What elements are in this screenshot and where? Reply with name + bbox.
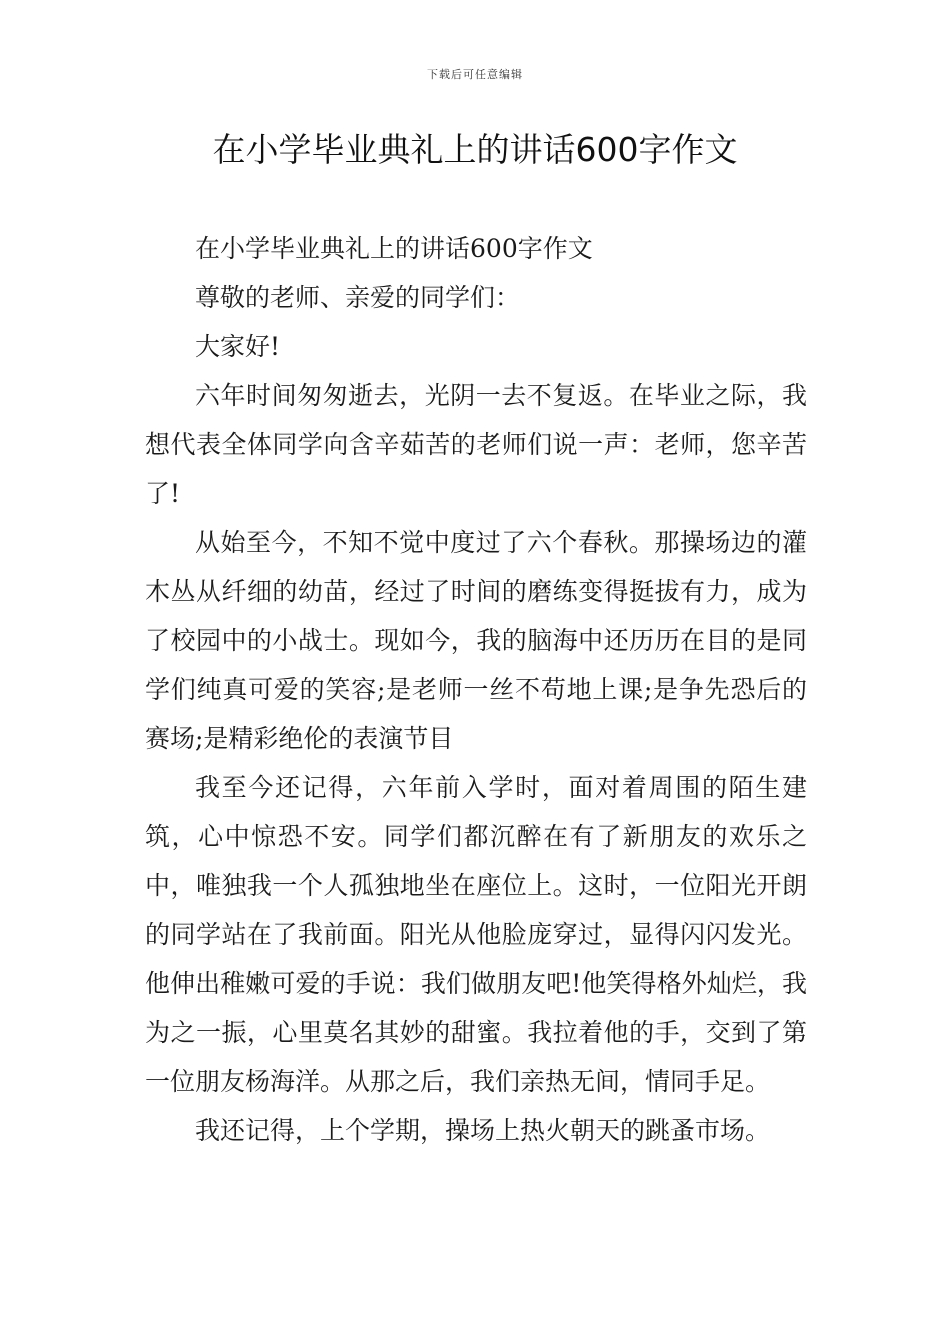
paragraph-memories: 从始至今，不知不觉中度过了六个春秋。那操场边的灌木丛从纤细的幼苗，经过了时间的磨练变得挺拔有力，成为了校园中的小战士。现如今，我的脑海中还历历在目的是同学们纯真可爱的笑容;是老师一丝不苟地上课;是争先恐后的赛场;是精彩绝伦的表演节目 — [145, 528, 807, 753]
header-note: 下载后可任意编辑 — [427, 68, 523, 81]
paragraph-flea-market: 我还记得，上个学期，操场上热火朝天的跳蚤市场。 — [195, 1116, 771, 1145]
paragraph-first-friend: 我至今还记得，六年前入学时，面对着周围的陌生建筑，心中惊恐不安。同学们都沉醉在有了新朋友的欢乐之中，唯独我一个人孤独地坐在座位上。这时，一位阳光开朗的同学站在了我前面。阳光从他脸庞穿过，显得闪闪发光。他伸出稚嫩可爱的手说：我们做朋友吧!他笑得格外灿烂，我为之一振，心里莫名其妙的甜蜜。我拉着他的手，交到了第一位朋友杨海洋。从那之后，我们亲热无间，情同手足。 — [145, 773, 807, 1096]
document-title: 在小学毕业典礼上的讲话600字作文 — [212, 130, 738, 169]
paragraph-salutation: 尊敬的老师、亲爱的同学们： — [195, 283, 521, 312]
paragraph-opening: 六年时间匆匆逝去，光阴一去不复返。在毕业之际，我想代表全体同学向含辛茹苦的老师们说一声：老师，您辛苦了! — [145, 381, 807, 508]
document-body — [145, 224, 807, 1155]
paragraph-subtitle: 在小学毕业典礼上的讲话600字作文 — [195, 234, 593, 263]
paragraph-greeting: 大家好! — [195, 332, 281, 361]
